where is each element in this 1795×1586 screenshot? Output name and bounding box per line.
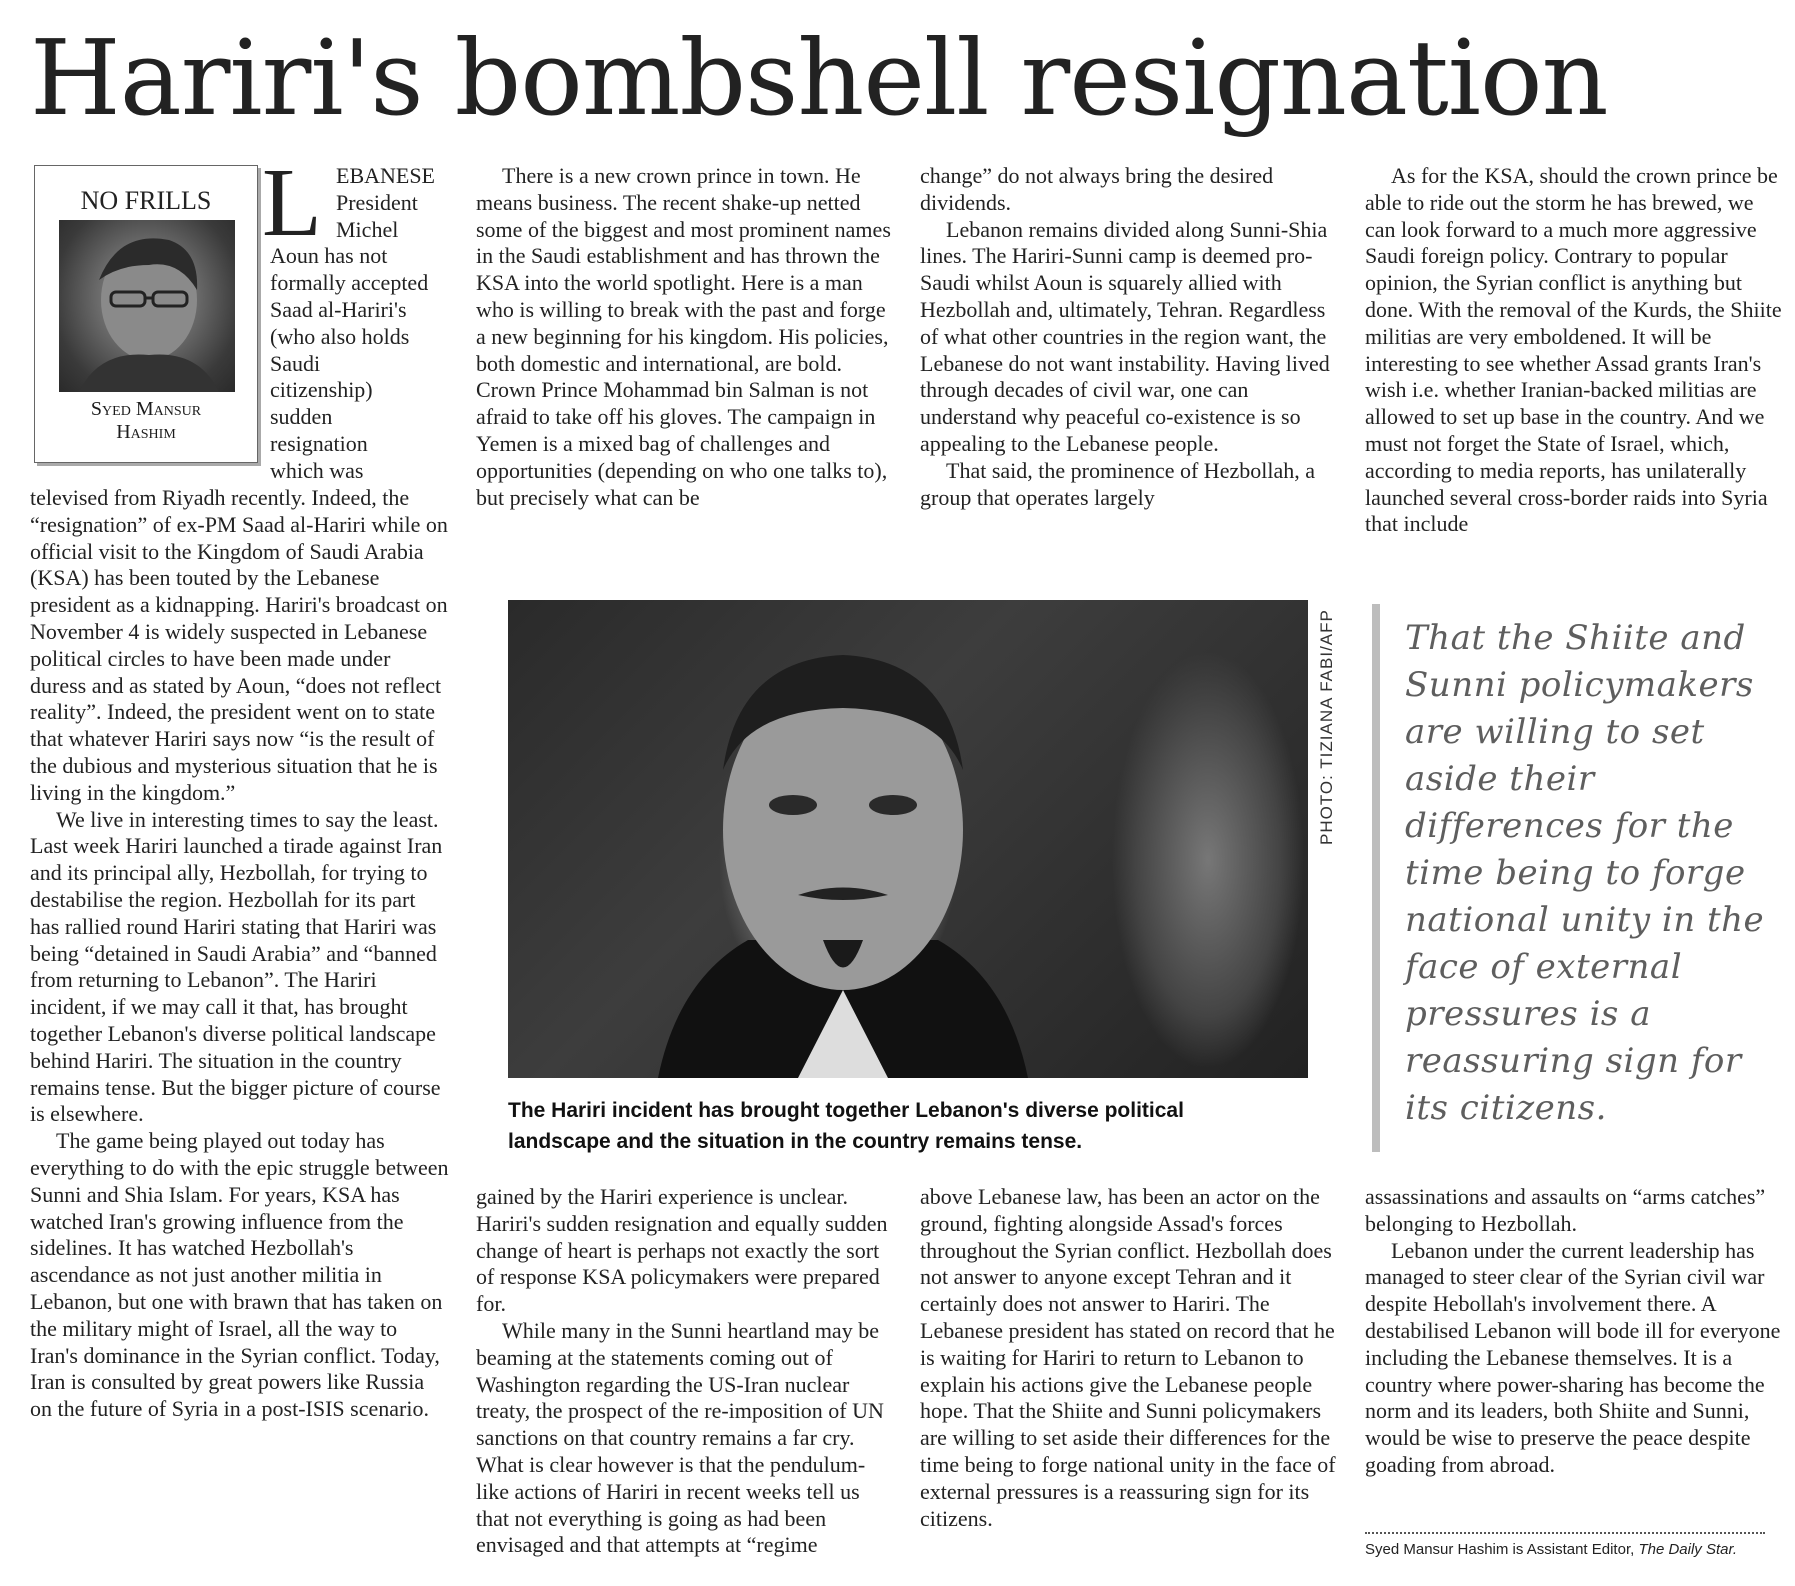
bio-text: Syed Mansur Hashim is Assistant Editor, [1365,1541,1639,1558]
paragraph: above Lebanese law, has been an actor on the ground, fighting alongside Assad's forces throughout the Syrian conflict. Hezbollah does not answer to anyone except Tehran and it certainly does not answer to Hariri. The Lebanese president has stated on record that he is waiting for Hariri to return to Lebanon to explain his actions give the Lebanese people hope. That the Shiite and Sunni policymakers are willing to set aside their differences for the time being to forge national unity in the face of external pressures is a reassuring sign for its citizens. [920,1184,1336,1531]
c1-line: EBANESE [336,163,435,188]
column-4-top [1365,163,1785,538]
paragraph: Lebanon remains divided along Sunni-Shia lines. The Hariri-Sunni camp is deemed pro-Saudi whilst Aoun is squarely allied with Hezbollah and, ultimately, Tehran. Regardless of what other countries in the region want, the Lebanese do not want instability. Having lived through decades of civil war, one can understand why peaceful co-existence is so appealing to the Lebanese people. [920,216,1330,456]
paragraph: That said, the prominence of Hezbollah, a group that operates largely [920,457,1315,510]
c1-line: Aoun has not [270,243,388,269]
author-bio [1365,1540,1785,1559]
c1-line: Michel [336,216,399,242]
headline: Hariri's bombshell resignation [30,17,1608,139]
column-3-top [920,163,1340,511]
paragraph: televised from Riyadh recently. Indeed, the “resignation” of ex-PM Saad al-Hariri while on official visit to the Kingdom of Saudi Arabia (KSA) has been touted by the Lebanese president as a kidnapping. Hariri's broadcast on November 4 is widely suspected in Lebanese political circles to have been made under duress and as stated by Aoun, “does not reflect reality”. Indeed, the president went on to state that whatever Hariri says now “is the result of the dubious and mysterious situation that he is living in the kingdom.” [30,485,448,805]
bio-divider [1365,1532,1765,1534]
paragraph: change” do not always bring the desired dividends. [920,163,1274,215]
paragraph: assassinations and assaults on “arms catches” belonging to Hezbollah. [1365,1184,1766,1236]
author-name-line2: Hashim [116,421,176,443]
column-3-bottom [920,1184,1340,1532]
bio-publication: The Daily Star. [1638,1541,1738,1558]
portrait-photo-icon [508,600,1308,1078]
paragraph: The game being played out today has everything to do with the epic struggle between Sunni and Shia Islam. For years, KSA has watched Iran's growing influence from the sidelines. It has watched Hezbollah's ascendance as not just another militia in Lebanon, but one with brawn that has taken on the military might of Israel, all the way to Iran's dominance in the Syrian conflict. Today, Iran is consulted by great powers like Russia on the future of Syria in a post-ISIS scenario. [30,1128,449,1422]
byline-box [34,165,258,463]
pullquote-bar [1372,604,1380,1152]
c1-line: resignation [270,430,368,456]
pullquote: That the Shiite and Sunni policymakers are willing to set aside their differences for the time being to forge national unity in the face of external pressures is a reassuring sign for its citizens. [1405,618,1765,1128]
drop-cap: L [262,149,322,257]
c1-line: Saad al-Hariri's [270,296,407,322]
column-1-body [30,485,450,1423]
c1-line: which was [270,457,364,483]
paragraph: gained by the Hariri experience is unclear. Hariri's sudden resignation and equally sudden change of heart is perhaps not exactly the sort of response KSA policymakers were prepared for. [476,1184,888,1317]
c1-line: formally accepted [270,270,429,296]
paragraph: As for the KSA, should the crown prince be able to ride out the storm he has brewed, we can look forward to a much more aggressive Saudi foreign policy. Contrary to popular opinion, the Syrian conflict is anything but done. With the removal of the Kurds, the Shiite militias are very emboldened. It will be interesting to see whether Assad grants Iran's wish i.e. whether Iranian-backed militias are allowed to set up base in the country. And we must not forget the State of Israel, which, according to media reports, has unilaterally launched several cross-border raids into Syria that include [1365,163,1782,537]
c1-line: sudden [270,404,333,430]
c1-line: Saudi [270,350,321,376]
paragraph: Lebanon under the current leadership has managed to steer clear of the Syrian civil war despite Hebollah's involvement there. A destabilised Lebanon will bode ill for everyone including the Lebanese themselves. It is a country where power-sharing has become the norm and its leaders, both Shiite and Sunni, would be wise to preserve the peace despite goading from abroad. [1365,1237,1781,1477]
column-1-top [270,163,470,485]
paragraph: While many in the Sunni heartland may be beaming at the statements coming out of Washington regarding the US-Iran nuclear treaty, the prospect of the re-imposition of UN sanctions on that country remains a far cry. What is clear however is that the pendulum-like actions of Hariri in recent weeks tell us that not everything is going as had been envisaged and that attempts at “regime [476,1317,884,1558]
column-2-bottom [476,1184,896,1559]
column-4-bottom [1365,1184,1785,1479]
author-portrait-icon [59,220,235,392]
paragraph: There is a new crown prince in town. He means business. The recent shake-up netted some of the biggest and most prominent names in the Saudi establishment and has thrown the KSA into the world spotlight. Here is a man who is willing to break with the past and forge a new beginning for his kingdom. His policies, both domestic and international, are bold. Crown Prince Mohammad bin Salman is not afraid to take off his gloves. The campaign in Yemen is a mixed bag of challenges and opportunities (depending on who one talks to), but precisely what can be [476,163,891,510]
author-name [35,398,257,444]
author-name-line1: Syed Mansur [90,398,202,420]
photo-credit: PHOTO: TIZIANA FABI/AFP [1317,609,1336,845]
column-name: NO FRILLS [80,186,212,215]
c1-line: (who also holds [270,323,410,349]
paragraph: We live in interesting times to say the least. Last week Hariri launched a tirade against Iran and its principal ally, Hezbollah, for trying to destabilise the region. Hezbollah for its part has rallied round Hariri stating that Hariri was being “detained in Saudi Arabia” and “banned from returning to Lebanon”. The Hariri incident, if we may call it that, has brought together Lebanon's diverse political landscape behind Hariri. The situation in the country remains tense. But the bigger picture of course is elsewhere. [30,806,443,1127]
c1-line: citizenship) [270,377,373,403]
c1-line: President [336,189,418,215]
column-2-top [476,163,896,511]
photo-caption: The Hariri incident has brought together Lebanon's diverse political landscape and the situation in the country remains tense. [508,1099,1184,1153]
news-photo [508,600,1308,1078]
author-photo [59,220,235,392]
